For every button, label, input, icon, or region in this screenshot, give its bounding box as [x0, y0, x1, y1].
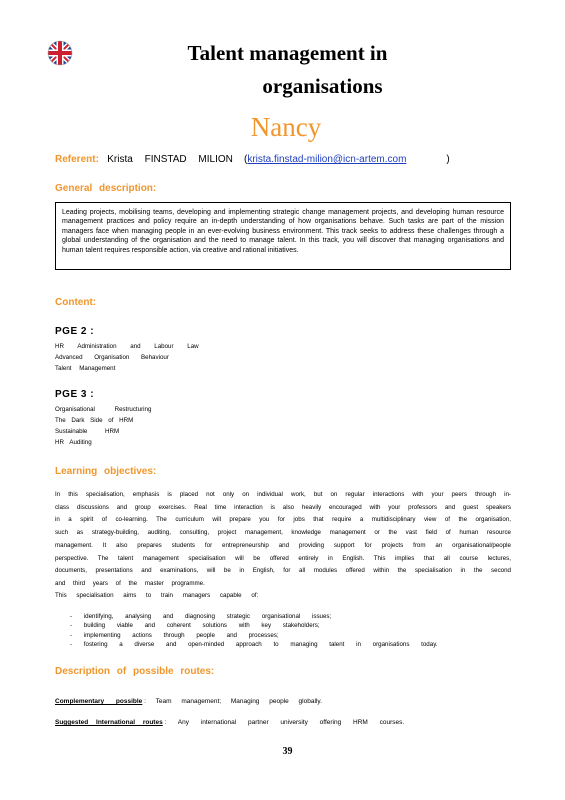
- pge2-course-list: [55, 341, 199, 374]
- list-item: - fostering a diverse and open-minded approach to managing talent in organisations today.: [70, 640, 438, 648]
- list-item: HR Administration and Labour Law: [55, 343, 199, 350]
- list-item: - implementing actions through people and processes;: [70, 631, 279, 639]
- page-number: 39: [282, 746, 293, 757]
- general-description-text: Leading projects, mobilising teams, developing and implementing strategic change management projects, and developing human resource management practices and policy require an in-depth understanding of how organisations behave. Such tasks are part of the mission managers face when managing people in an ever-evolving business environment. This track seeks to address these challenges through a global understanding of the organisation and the need to manage talent. In this track, you will discover that managing organisations and human talent requires responsible action, via creative and rational initiatives.: [62, 209, 504, 254]
- learning-objectives-bullets: [70, 612, 438, 649]
- general-description-box: [55, 202, 511, 270]
- page-title-line2: organisations: [262, 74, 383, 98]
- referent-label: Referent:: [55, 154, 99, 165]
- pge3-course-list: [55, 404, 151, 448]
- list-item: - building viable and coherent solutions with key stakeholders;: [70, 622, 320, 630]
- content-heading: Content:: [55, 297, 97, 308]
- international-route-label: Suggested International routes: [55, 719, 163, 726]
- list-item: - identifying, analysing and diagnosing strategic organisational issues;: [70, 613, 332, 620]
- referent-close-paren: ): [446, 154, 450, 165]
- page-title-line1: Talent management in: [187, 41, 388, 65]
- referent-open-paren: (: [243, 154, 248, 165]
- list-item: Organisational Restructuring: [55, 406, 152, 413]
- campus-name: Nancy: [250, 112, 322, 142]
- routes-heading: Description of possible routes:: [55, 666, 215, 677]
- learning-objectives-heading: Learning objectives:: [55, 466, 157, 477]
- referent-email-link[interactable]: krista.finstad-milion@icn-artem.com: [247, 154, 407, 165]
- list-item: Talent Management: [55, 365, 116, 372]
- referent-name: Krista FINSTAD MILION: [107, 154, 233, 165]
- general-description-heading: General description:: [55, 183, 157, 194]
- list-item: Sustainable HRM: [55, 428, 120, 435]
- international-route-line: [55, 719, 404, 726]
- complementary-route-text: : Team management; Managing people globally.: [144, 698, 322, 705]
- list-item: Advanced Organisation Behaviour: [55, 354, 169, 361]
- complementary-route-line: [55, 698, 322, 705]
- learning-objectives-intro: This specialisation aims to train managers capable of:: [55, 592, 259, 599]
- list-item: The Dark Side of HRM: [55, 417, 134, 424]
- complementary-route-label: Complementary possible: [55, 698, 143, 705]
- learning-objectives-paragraph: In this specialisation, emphasis is placed not only on individual work, but on regular interactions with your peers through in-class discussions and group exercises. Real time interaction is also heavily encouraged with your professors and guest speakers in a spirit of co-learning. The curriculum will prepare you for jobs that require a multidisciplinary view of the organisation, such as strategy-building, auditing, consulting, project management, knowledge management or the vast field of human resource management. It also prepares students for entrepreneurship and providing support for projects from an organisational/people perspective. The talent management specialisation will be offered entirely in English. This implies that all course lectures, documents, presentations and examinations, will be in English, for all modules offered within the specialisation in the second and third years of the master programme.: [55, 491, 511, 587]
- pge2-label: PGE 2 :: [55, 326, 95, 337]
- list-item: HR Auditing: [55, 439, 92, 446]
- pge3-label: PGE 3 :: [55, 389, 95, 400]
- referent-line: [55, 154, 450, 165]
- international-route-text: : Any international partner university offering HRM courses.: [164, 719, 405, 726]
